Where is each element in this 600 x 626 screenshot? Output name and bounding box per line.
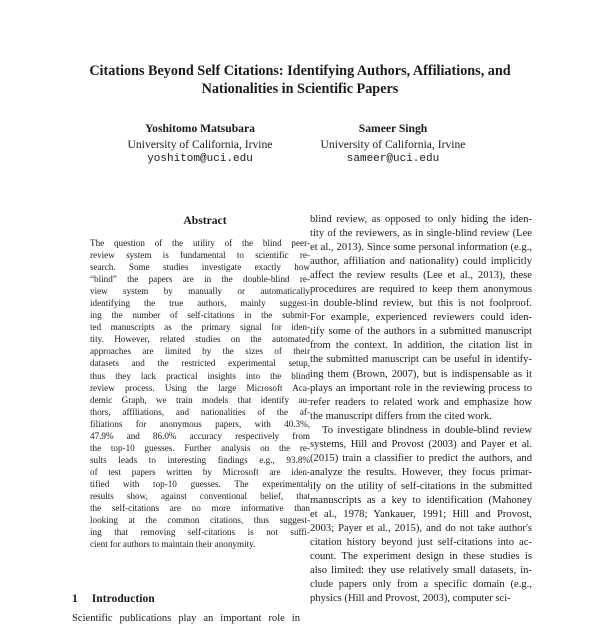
paragraph (310, 213, 532, 424)
text-line: approaches are limited by the sizes of their (90, 346, 310, 357)
section-number: 1 (72, 592, 78, 605)
text-line: sults leads to interesting findings e.g., 93.8% (90, 454, 310, 465)
text-line: systems, Hill and Provost (2003) and Payer et al. (310, 438, 532, 450)
text-line: the top-10 guesses. Further analysis on the re- (90, 442, 310, 453)
right-column (310, 213, 532, 606)
text-line: et al., 1978; Yankauer, 1991; Hill and Provost, (310, 508, 532, 520)
title-line-1: Citations Beyond Self Citations: Identifying Authors, Affiliations, and (89, 63, 511, 79)
text-line: ted manuscripts as the primary signal for iden- (90, 322, 310, 333)
author-affiliation: University of California, Irvine (127, 137, 273, 151)
text-line: manuscripts as a key to identification (Mahoney (310, 494, 532, 506)
text-line: physics (Hill and Provost, 2003), computer sci- (310, 593, 511, 605)
section-heading (72, 592, 155, 605)
text-line: clude papers only from a specific domain (e.g., (310, 579, 532, 591)
text-line: in double-blind review, but this is not foolproof. (310, 298, 532, 310)
author-name: Yoshitomo Matsubara (145, 122, 255, 135)
text-line: ing that removing self-citations is not suffi- (90, 527, 310, 538)
text-line: Scientific publications play an important role in (72, 613, 300, 624)
text-line: For example, experienced reviewers could iden- (310, 312, 532, 324)
text-line: thus they lack practical insights into the blind (90, 370, 310, 381)
title-line-2: Nationalities in Scientific Papers (201, 81, 399, 97)
text-line: tified with top-10 guesses. The experimental (90, 478, 310, 489)
text-line: thors, affiliations, and nationalities of the af- (90, 406, 310, 417)
text-line: tify some of the authors in a submitted manuscript (310, 326, 532, 338)
text-line: analyze the results. However, they focus primar- (310, 466, 532, 478)
section-title: Introduction (91, 592, 155, 605)
text-line: identifying the true authors, mainly suggest- (90, 298, 310, 309)
text-line: the self-citations are no more informative than (90, 503, 310, 514)
text-line: tity. However, related studies on the automated (90, 334, 310, 345)
author-email: sameer@uci.edu (346, 153, 440, 165)
author-block-2 (283, 121, 503, 168)
text-line: the submitted manuscript can be useful in identify- (310, 354, 532, 366)
text-line: The question of the utility of the blind peer- (90, 238, 310, 248)
text-line: the manuscript differs from the cited work. (310, 410, 492, 422)
text-line: author, affiliation and nationality) could implicitly (310, 256, 532, 268)
text-line: To investigate blindness in double-blind review (322, 424, 532, 436)
abstract-heading: Abstract (183, 214, 227, 227)
author-name: Sameer Singh (358, 122, 428, 135)
text-line: view system by manually or automatically (90, 286, 310, 297)
text-line: 47.9% and 86.0% accuracy respectively from (90, 430, 310, 441)
text-line: plays an important role in the reviewing process to (310, 382, 532, 394)
text-line: ing them (Brown, 2007), but is indispensable as it (310, 368, 532, 380)
text-line: (2015) train a classifier to predict the authors, and (310, 452, 532, 464)
text-line: search. Some studies investigate exactly how (90, 262, 310, 273)
author-block-1 (90, 121, 310, 168)
text-line: filiations for anonymous papers, with 40.3%, (90, 418, 310, 429)
text-line: looking at the common citations, thus suggest- (90, 515, 310, 526)
text-line: demic Graph, we train models that identify au- (90, 394, 310, 405)
text-line: blind review, as opposed to only hiding the iden- (310, 214, 532, 225)
text-line: “blind” the papers are in the double-blind re- (90, 274, 310, 285)
text-line: procedures are required to keep them anonymous (310, 284, 532, 296)
text-line: ily on the utility of self-citations in the submitted (310, 480, 532, 492)
author-email: yoshitom@uci.edu (147, 153, 253, 165)
author-affiliation: University of California, Irvine (320, 137, 466, 151)
abstract-body (90, 237, 310, 550)
text-line: ing the number of self-citations in the submit- (90, 310, 310, 321)
text-line: of test papers written by Microsoft are iden- (90, 466, 310, 477)
text-line: review process. Using the large Microsoft Aca- (90, 382, 310, 393)
text-line: tity of the reviewers, as in single-blind review (Lee (310, 228, 532, 240)
intro-first-line (72, 612, 300, 626)
text-line: datasets and the restricted experimental setup, (90, 358, 310, 369)
text-line: also limited: they use relatively small datasets, in- (310, 565, 532, 577)
text-line: citation history beyond just self-citations into ac- (310, 537, 532, 549)
text-line: affect the review results (Lee et al., 2013), these (310, 270, 532, 282)
text-line: count. The experiment design in these studies is (310, 551, 532, 563)
text-line: results show, against conventional belief, that (90, 490, 310, 501)
paragraph (310, 424, 532, 607)
text-line: refer readers to related work and emphasize how (310, 396, 532, 408)
text-line: cient for authors to maintain their anonymity. (90, 539, 256, 550)
text-line: et al., 2013). Since some personal information (e.g., (310, 242, 532, 254)
text-line: review system is fundamental to scientific re- (90, 250, 310, 261)
text-line: 2003; Payer et al., 2015), and do not take author's (310, 523, 532, 535)
text-line: from the context. In addition, the citation list in (310, 340, 532, 352)
paper-title (40, 62, 560, 98)
